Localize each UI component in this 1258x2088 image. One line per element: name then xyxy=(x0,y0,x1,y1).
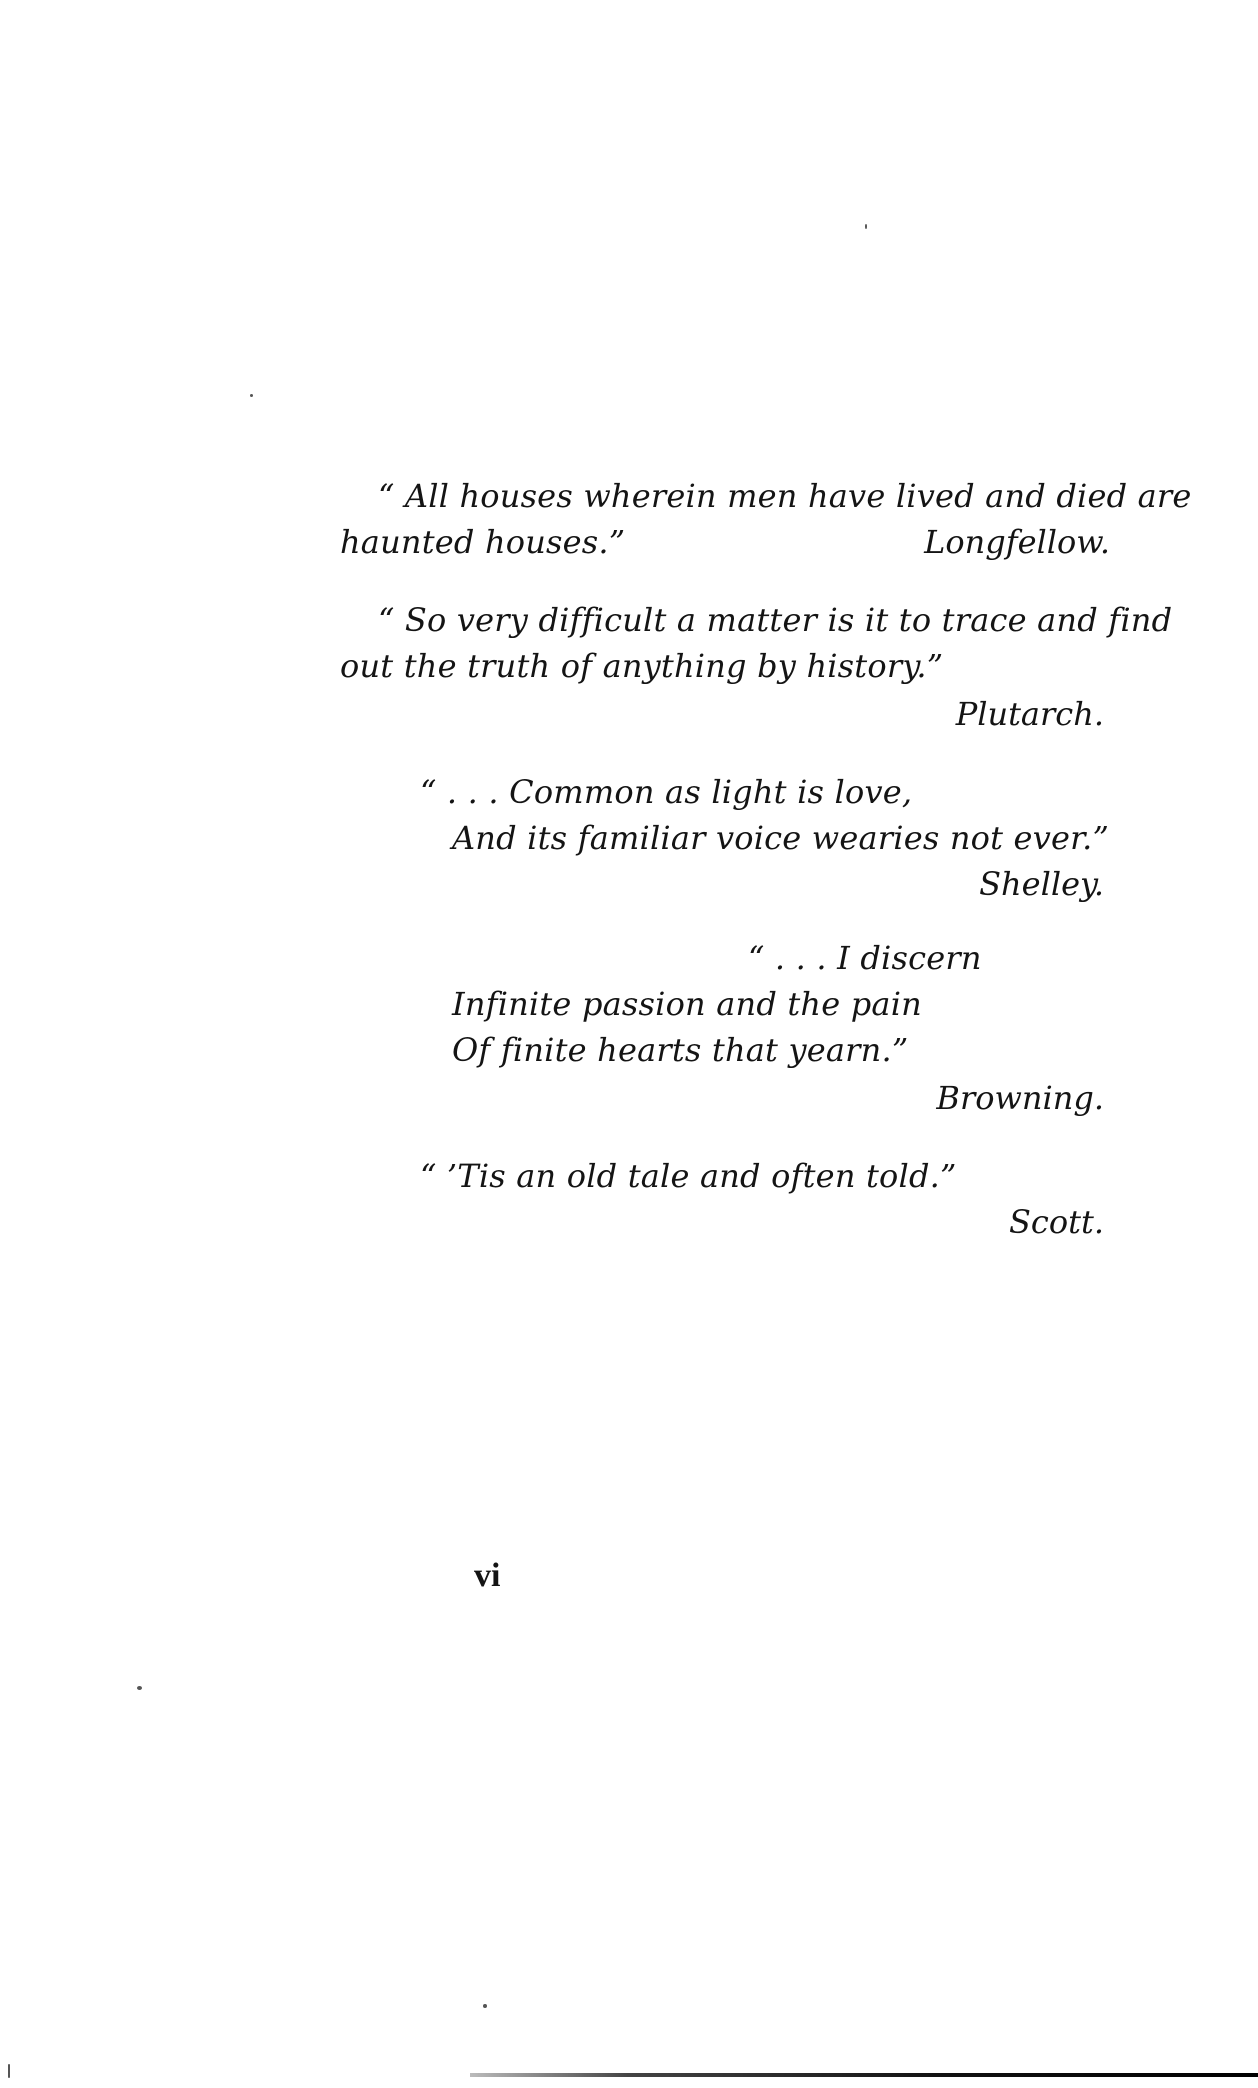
quote-attribution: Shelley. xyxy=(979,865,1104,903)
page-number: vi xyxy=(474,1557,501,1594)
quote-line: “ All houses wherein men have lived and died are xyxy=(378,477,1192,515)
page-edge-rule xyxy=(470,2073,1258,2077)
scan-speck xyxy=(250,394,253,397)
scan-speck xyxy=(865,224,867,229)
quote-attribution: Scott. xyxy=(1009,1203,1104,1241)
quote-line: Infinite passion and the pain xyxy=(452,985,922,1023)
quote-line: “ ’Tis an old tale and often told.” xyxy=(420,1157,957,1195)
quote-line: “ . . . I discern xyxy=(748,939,982,977)
quote-attribution: Longfellow. xyxy=(924,523,1110,561)
scan-speck xyxy=(8,2064,10,2078)
scan-speck xyxy=(137,1686,142,1690)
quote-line: “ So very difficult a matter is it to trace and find xyxy=(378,601,1173,639)
quote-line: “ . . . Common as light is love, xyxy=(420,773,913,811)
quote-attribution: Browning. xyxy=(936,1079,1104,1117)
quote-line: Of finite hearts that yearn.” xyxy=(452,1031,909,1069)
quote-line: And its familiar voice wearies not ever.” xyxy=(452,819,1110,857)
quote-line: out the truth of anything by history.” xyxy=(340,647,944,685)
quote-attribution: Plutarch. xyxy=(955,695,1104,733)
quote-line: haunted houses.” xyxy=(340,523,626,561)
scan-speck xyxy=(483,2004,487,2008)
